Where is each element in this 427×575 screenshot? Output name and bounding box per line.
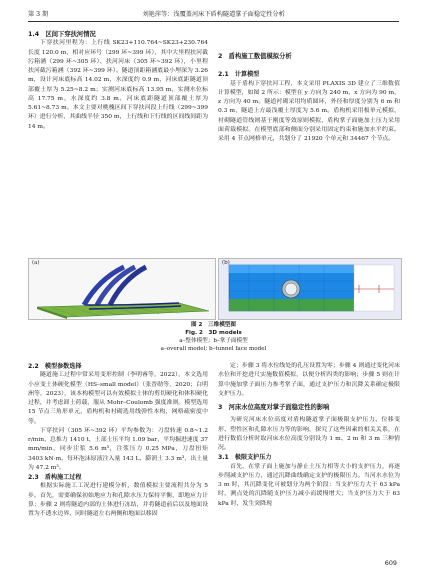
issue-label: 第 3 期 [28, 10, 49, 18]
paragraph-2: 基于盾构下穿扶河工程，本文采用 PLAXIS 3D 建立了三维数值计算模型，如图 2 所示：模型在 y 方向为 240 m，x 方向为 90 m，z 方向为 40 m。隧道衬砌采用均质圆环，外径和厚度分别为 6 m 和 0.3 m，隧道上方最浅覆土厚度为 5.6 m。盾构机采用板单元模拟，衬砌隧道管线则基于刚度等效原则模拟，盾构掌子面施加土压力采用面荷载模拟。在模型底部和侧面分别采用固定约束和施加水平约束。采用 4 节点网格单元，共划分了 21920 个单元和 34467 个节点。 [218, 80, 400, 142]
panel-a-label: (a) [32, 260, 40, 266]
paragraph-8: 首先，在掌子面上施加与静止土压力相等大小的支护压力，再逐步削减支护压力，通过沉降曲线确定支护的极限压力。当河水水位为 3 m 时，其沉降变化可被划分为两个阶段：当支护压力大于 63 kPa 时，测点处的沉降随支护压力减小而缓慢增大；当支护压力大于 63 kPa 时，发生突降现 [218, 463, 400, 507]
section-2-2-heading: 2.2 模型参数选择 [28, 363, 82, 370]
figure-caption-cn: 图 2 三维模型图 [191, 322, 236, 328]
paragraph-3: 隧道施工过程中常采用变形控制（李明睿等，2022），本文选用小应变土体硬化模型（HS–small model）（张晋勋等，2020；白明洲等，2023），该本构模型可以有效模拟土体的剪切硬化和体积硬化过程，并考虑卸土荷载，服从 Mohr–Coulomb 强度准则。模型选用 15 节点三角形单元，盾构机和衬砌选用线弹性本构，网格疏密度中等。 [28, 372, 208, 425]
figure-panel-a [28, 258, 216, 320]
figure-caption-en: Fig. 2 3D models [185, 330, 242, 336]
section-2-1-heading: 2.1 计算模型 [218, 71, 260, 79]
header-rule [28, 21, 399, 22]
right-column-top [218, 52, 400, 144]
panel-b-label: (b) [222, 260, 230, 266]
figure-subcaption-en: a–overall model; b–tunnel face model [160, 346, 267, 352]
paragraph-6: 定；步骤 3 将水位线处的孔压设置为零；步骤 4 则通过变化河床水位和开挖进尺实施数值模拟，以便分析四类的影响；步骤 5 则在计算中施加掌子面压力参考掌子面，通过支护压力和沉降关系确定极限支护压力。 [218, 363, 400, 397]
figure-subcaption-cn: a–整体模型；b–掌子面模型 [179, 338, 248, 344]
left-column-top [28, 30, 208, 132]
left-column-bottom [28, 362, 208, 519]
figure-panel-b [218, 258, 402, 320]
right-column-bottom [218, 362, 400, 509]
section-1-4-heading: 1.4 区间下穿扶河情况 [28, 31, 96, 38]
section-2-heading: 2 盾构施工数值模拟分析 [218, 53, 292, 60]
paragraph-5: 根据实际施工工况进行建模分析，数值模拟主要流程共分为 5 步。首先，需要确保初始地应力和孔隙水压力保持平衡，即地应力计算；步骤 2 则将隧道内部的土体进行冻结，并将隧道前后以及地面设置为不透水边界，同时隧道左右两侧和地面以移固 [28, 483, 208, 517]
section-3-1-heading: 3.1 极限支护压力 [218, 454, 272, 462]
overall-model-image [29, 259, 215, 319]
figure-2 [28, 258, 400, 318]
page-number: 609 [384, 559, 397, 567]
paragraph-7: 为研究河床水位高度对盾构隧道掌子面极限支护压力、位移变形、塑性区和孔隙水压力等的影响，探究了这些因素的相关关系，在进行数值分析时取河床水位高度分别设为 1 m、2 m 和 3 m 三种情况。 [218, 417, 400, 451]
tunnel-face-model-image [219, 259, 401, 319]
running-title: 刘艳萍等：浅覆盖河床下盾构隧道掌子面稳定性分析 [142, 10, 285, 18]
section-3-heading: 3 河床水位高度对掌子面稳定性的影响 [218, 404, 330, 411]
paragraph-4: 下穿扶河（305 环~392 环）平均参数为：刀盘转速 0.8~1.2 r/min，总推力 1410 t，土部土压平均 1.09 bar，平均掘进速度 37 mm/min，同步注浆 5.6 m³，注浆压力 0.25 MPa，刀盘扭矩 3403 kN·m，每环泡沫原液注入量 143 L，膨润土 3.3 m³，出土量为 47.2 m³。 [28, 427, 208, 471]
section-2-3-heading: 2.3 盾构施工过程 [28, 474, 82, 481]
paragraph-1: 下穿扶河里程为：上行线 SK23+110.764~SK23+230.764 长度 120.0 m，相对应环号（299 环~399 环），其中大里程扶河截污箱涵（299 环~305 环）、扶河河床（305 环~392 环），小里程扶河截污箱涵（392 环~399 环）。隧道顶距箱涵底最小埋深为 3.26 m，设计河床底标高 14.02 m，水深度约 0.9 m，河床底距隧道顶部覆土厚为 5.25~8.2 m；实测河床底标高 13.95 m，实测水位标高 17.75 m，水深度约 3.8 m，河床底距隧道顶部覆土厚为 5.61~8.73 m。本文主要对桃槐区间下穿扶河段上行线（299~399 环）进行分析，其曲线半径 350 m，上行线和下行线的区间线间距为 14 m。 [28, 40, 208, 130]
running-header [28, 6, 399, 20]
